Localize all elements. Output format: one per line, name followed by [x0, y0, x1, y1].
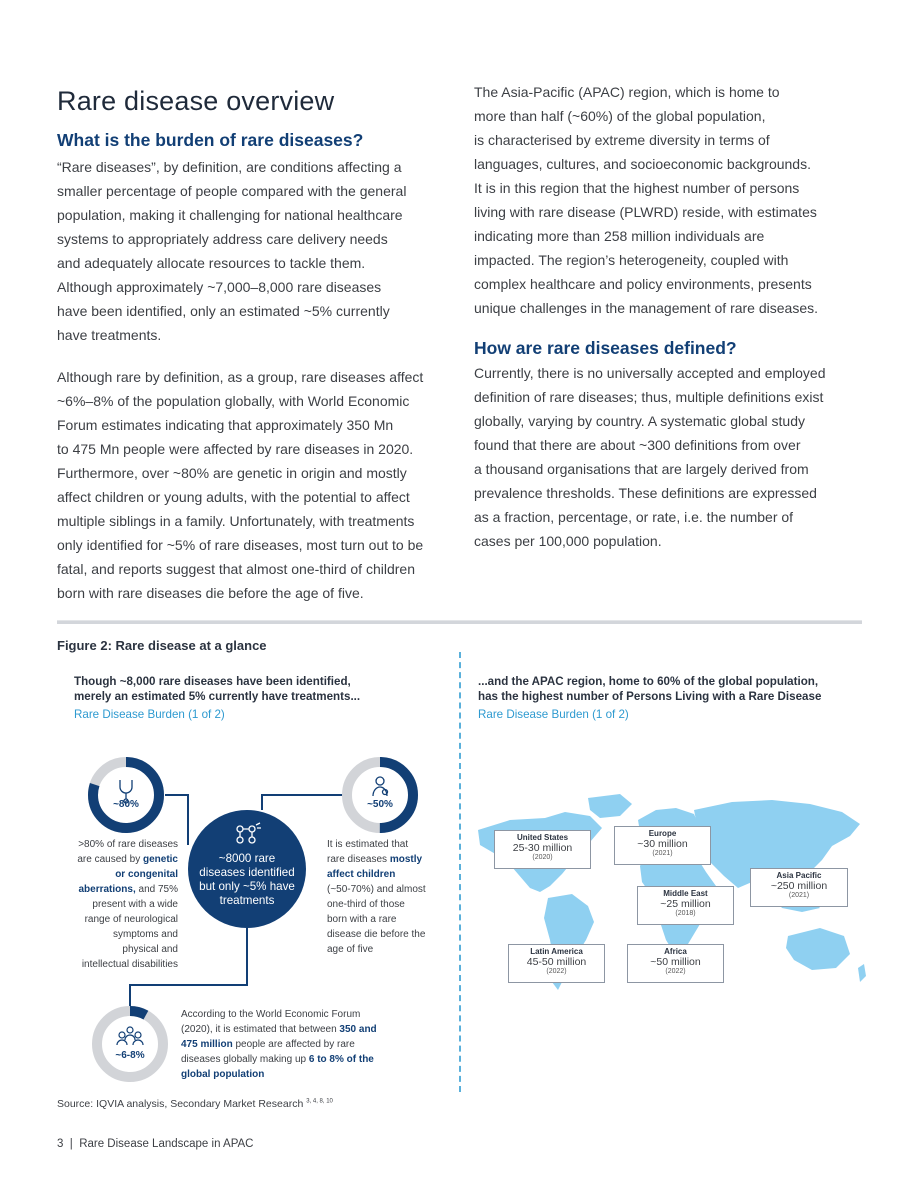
region-name: Asia Pacific [776, 871, 822, 880]
region-value: ~50 million [650, 956, 701, 968]
text-line: globally, varying by country. A systematic global study [474, 413, 805, 429]
text-line: have treatments. [57, 327, 162, 343]
text-line: complex healthcare and policy environments, presents [474, 276, 812, 292]
text-line: diseases identified [199, 866, 295, 879]
text-line: unique challenges in the management of rare diseases. [474, 300, 818, 316]
region-value: ~30 million [637, 838, 688, 850]
text-line: Currently, there is no universally accepted and employed [474, 365, 826, 381]
text-line: present with a wide [92, 899, 178, 910]
text-span: are caused by [77, 854, 143, 865]
text-line [327, 852, 447, 867]
text-line: Furthermore, over ~80% are genetic in origin and mostly [57, 465, 407, 481]
text-line: treatments [219, 894, 275, 907]
text-line: one-third of those [327, 899, 405, 910]
region-box-united-states [494, 830, 591, 869]
text-line: affect children or young adults, with the potential to affect [57, 489, 410, 505]
text-line [62, 852, 178, 867]
text-span: diseases globally making up [181, 1054, 309, 1065]
text-span: and 75% [135, 884, 178, 895]
text-line: living with rare disease (PLWRD) reside, with estimates [474, 204, 817, 220]
source-text: Source: IQVIA analysis, Secondary Market Research [57, 1098, 304, 1110]
source-references: 3, 4, 8, 10 [306, 1098, 333, 1105]
page-footer [57, 1138, 254, 1150]
text-line: born with rare diseases die before the age of five. [57, 585, 364, 601]
region-year: (2021) [652, 850, 673, 857]
text-line: symptoms and [112, 929, 178, 940]
region-year: (2020) [532, 854, 553, 861]
page-title: Rare disease overview [57, 86, 335, 116]
text-line: to 475 Mn people were affected by rare diseases in 2020. [57, 441, 414, 457]
page-number: 3 [57, 1138, 64, 1150]
figure-title: Figure 2: Rare disease at a glance [57, 638, 267, 653]
region-box-africa [627, 944, 724, 983]
text-line: smaller percentage of people compared with the general [57, 183, 407, 199]
text-line: as a fraction, percentage, or rate, i.e. the number of [474, 509, 794, 525]
donut-80-label: ~80% [113, 799, 139, 810]
text-line: ~6%–8% of the population globally, with World Economic [57, 393, 410, 409]
emphasis: aberrations, [78, 884, 136, 895]
region-box-latin-america [508, 944, 605, 983]
donut-6-8-percent [91, 1005, 169, 1083]
right-panel-subtitle: Rare Disease Burden (1 of 2) [478, 708, 629, 721]
document-title: Rare Disease Landscape in APAC [79, 1138, 254, 1150]
text-line: The Asia-Pacific (APAC) region, which is home to [474, 84, 780, 100]
region-year: (2018) [675, 910, 696, 917]
people-icon [117, 1027, 143, 1045]
donut-80-percent [87, 756, 165, 834]
australia-shape [786, 928, 850, 970]
region-name: Europe [648, 829, 677, 838]
donut-track [97, 1011, 163, 1077]
molecule-icon [232, 822, 262, 846]
left-panel-subtitle: Rare Disease Burden (1 of 2) [74, 708, 225, 721]
emphasis: mostly [389, 854, 423, 865]
text-line [62, 882, 178, 897]
region-year: (2022) [665, 968, 686, 975]
text-line: (~50-70%) and almost [327, 884, 426, 895]
region-year: (2021) [788, 892, 810, 899]
text-line: is characterised by extreme diversity in terms of [474, 132, 770, 148]
text-line: impacted. The region’s heterogeneity, coupled with [474, 252, 789, 268]
text-line: found that there are about ~300 definitions from over [474, 437, 801, 453]
donut-50-label: ~50% [367, 799, 393, 810]
text-span: (2020), it is estimated that between [181, 1024, 340, 1035]
region-box-europe [614, 826, 711, 865]
text-line [181, 1022, 411, 1037]
text-line: It is estimated that [327, 839, 409, 850]
greenland-shape [588, 794, 632, 818]
text-line [181, 1067, 411, 1082]
text-line: more than half (~60%) of the global population, [474, 108, 766, 124]
region-box-asia-pacific [750, 868, 848, 907]
text-line: disease die before the [327, 929, 426, 940]
text-line: Though ~8,000 rare diseases have been identified, [74, 675, 351, 688]
text-line: Forum estimates indicating that approximately 350 Mn [57, 417, 394, 433]
text-line: It is in this region that the highest number of persons [474, 180, 800, 196]
text-line: but only ~5% have [199, 880, 295, 893]
region-value: 25-30 million [512, 842, 573, 854]
text-line: Although approximately ~7,000–8,000 rare diseases [57, 279, 382, 295]
region-year: (2022) [546, 968, 567, 975]
text-line: Although rare by definition, as a group, rare diseases affect [57, 369, 424, 385]
text-line: age of five [327, 944, 374, 955]
donut-6-8-label: ~6-8% [115, 1050, 145, 1061]
text-line: has the highest number of Persons Living with a Rare Disease [478, 690, 822, 703]
text-line: population, making it challenging for national healthcare [57, 207, 403, 223]
emphasis: 475 million [181, 1039, 233, 1050]
region-name: United States [516, 833, 569, 842]
region-name: Middle East [663, 889, 708, 898]
figure-source [57, 1098, 333, 1110]
text-line: a thousand organisations that are largely derived from [474, 461, 809, 477]
text-line: languages, cultures, and socioeconomic backgrounds. [474, 156, 811, 172]
rare-disease-count-circle [188, 810, 306, 928]
text-span: rare diseases [327, 854, 390, 865]
region-name: Latin America [530, 947, 583, 956]
text-line: According to the World Economic Forum [181, 1009, 361, 1020]
text-line [181, 1052, 411, 1067]
text-line: have been identified, only an estimated ~5% currently [57, 303, 390, 319]
text-line: prevalence thresholds. These definitions are expressed [474, 485, 817, 501]
text-line: definition of rare diseases; thus, multiple definitions exist [474, 389, 824, 405]
text-line: indicating more than 258 million individuals are [474, 228, 765, 244]
text-line: only identified for ~5% of rare diseases, most turn out to be [57, 537, 424, 553]
text-line: range of neurological [84, 914, 178, 925]
text-line [181, 1037, 411, 1052]
text-line: systems to appropriately address care delivery needs [57, 231, 388, 247]
region-box-middle-east [637, 886, 734, 925]
region-name: Africa [664, 947, 687, 956]
text-line [327, 867, 447, 882]
text-span: people are affected by rare [232, 1039, 355, 1050]
text-line: >80% of rare diseases [78, 839, 178, 850]
new-zealand-shape [858, 964, 866, 982]
burden-heading: What is the burden of rare diseases? [57, 130, 364, 150]
text-line: fatal, and reports suggest that almost one-third of children [57, 561, 415, 577]
text-line: cases per 100,000 population. [474, 533, 662, 549]
text-line: physical and [122, 944, 178, 955]
emphasis: 350 and [339, 1024, 377, 1035]
text-line: merely an estimated 5% currently have treatments... [74, 690, 361, 703]
donut-50-percent [341, 756, 419, 834]
text-line: born with a rare [327, 914, 397, 925]
text-line: multiple siblings in a family. Unfortunately, with treatments [57, 513, 415, 529]
definition-heading: How are rare diseases defined? [474, 338, 737, 358]
children-affected-text [327, 837, 447, 957]
text-line [62, 867, 178, 882]
emphasis: or congenital [115, 869, 178, 880]
emphasis: affect children [327, 869, 396, 880]
text-line: ...and the APAC region, home to 60% of the global population, [478, 675, 819, 688]
emphasis: global population [181, 1069, 265, 1080]
genetic-cause-text [62, 837, 178, 972]
region-value: ~25 million [660, 898, 711, 910]
text-line: “Rare diseases”, by definition, are conditions affecting a [57, 159, 402, 175]
footer-separator: | [69, 1138, 73, 1150]
emphasis: genetic [142, 854, 178, 865]
region-value: ~250 million [770, 880, 828, 892]
text-line: and adequately allocate resources to tackle them. [57, 255, 366, 271]
global-population-text [181, 1007, 411, 1082]
text-line: intellectual disabilities [81, 959, 178, 970]
child-icon [373, 777, 388, 796]
region-value: 45-50 million [526, 956, 587, 968]
emphasis: 6 to 8% of the [308, 1054, 374, 1065]
text-line: ~8000 rare [218, 852, 276, 865]
connector-line [262, 795, 343, 810]
